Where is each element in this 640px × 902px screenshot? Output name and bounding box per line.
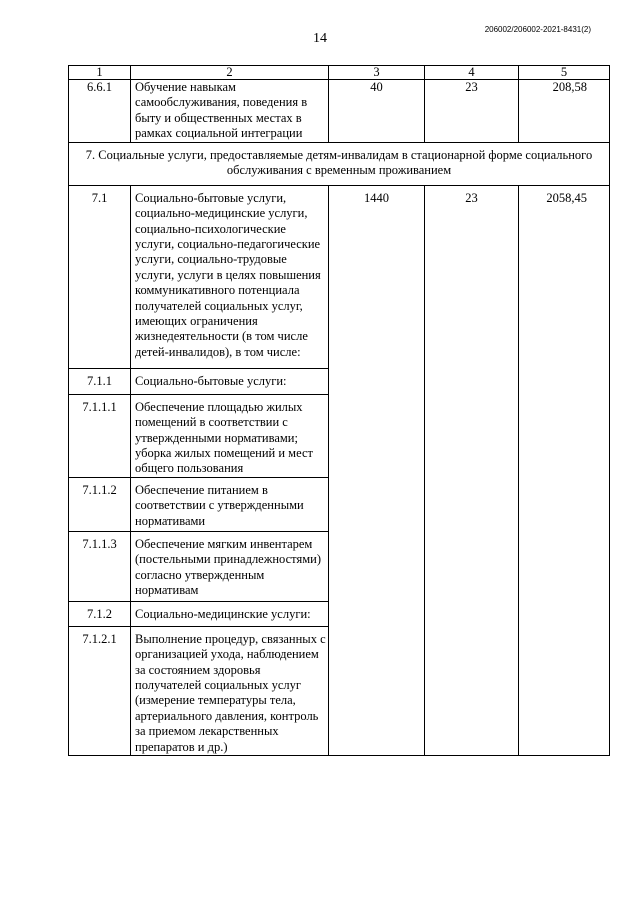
row-description: Социально-медицинские услуги: [131, 601, 329, 626]
row-code: 7.1.2 [69, 601, 131, 626]
column-number-row [69, 66, 610, 80]
table-row-7-1 [69, 185, 610, 368]
row-value-col4: 23 [425, 185, 519, 755]
column-header-3: 3 [329, 66, 425, 80]
row-value-col3: 1440 [329, 185, 425, 755]
column-header-2: 2 [131, 66, 329, 80]
row-description: Выполнение процедур, связанных с организацией ухода, наблюдением за состоянием здоровья получателей социальных услуг (измерение температуры тела, артериального давления, контроль за приемом лекарственных препаратов и др.) [131, 626, 329, 755]
row-description: Социально-бытовые услуги: [131, 368, 329, 394]
row-code: 6.6.1 [69, 80, 131, 143]
row-code: 7.1 [69, 185, 131, 368]
row-description: Социально-бытовые услуги, социально-медицинские услуги, социально-психологические услуги, социально-педагогические услуги, социально-трудовые услуги, услуги в целях повышения коммуникативного потенциала получателей социальных услуг, имеющих ограничения жизнедеятельности (в том числе детей-инвалидов), в том числе: [131, 185, 329, 368]
row-code: 7.1.1.3 [69, 531, 131, 601]
section-7-row [69, 143, 610, 186]
column-header-1: 1 [69, 66, 131, 80]
row-code: 7.1.2.1 [69, 626, 131, 755]
table-row-6-6-1 [69, 80, 610, 143]
row-code: 7.1.1.2 [69, 477, 131, 531]
section-7-title: 7. Социальные услуги, предоставляемые детям-инвалидам в стационарной форме социального обслуживания с временным проживанием [69, 143, 610, 186]
row-value-col5: 2058,45 [519, 185, 610, 755]
document-id: 206002/206002-2021-8431(2) [484, 25, 591, 34]
row-value-col4: 23 [425, 80, 519, 143]
row-code: 7.1.1 [69, 368, 131, 394]
row-description: Обеспечение площадью жилых помещений в соответствии с утвержденными нормативами; уборка жилых помещений и мест общего пользования [131, 394, 329, 477]
row-description: Обеспечение мягким инвентарем (постельными принадлежностями) согласно утвержденным нормативам [131, 531, 329, 601]
row-value-col5: 208,58 [519, 80, 610, 143]
row-description: Обучение навыкам самообслуживания, поведения в быту и общественных местах в рамках социальной интеграции [131, 80, 329, 143]
row-code: 7.1.1.1 [69, 394, 131, 477]
row-value-col3: 40 [329, 80, 425, 143]
services-table [68, 65, 610, 756]
column-header-5: 5 [519, 66, 610, 80]
page-number: 14 [313, 31, 327, 46]
column-header-4: 4 [425, 66, 519, 80]
row-description: Обеспечение питанием в соответствии с утвержденными нормативами [131, 477, 329, 531]
